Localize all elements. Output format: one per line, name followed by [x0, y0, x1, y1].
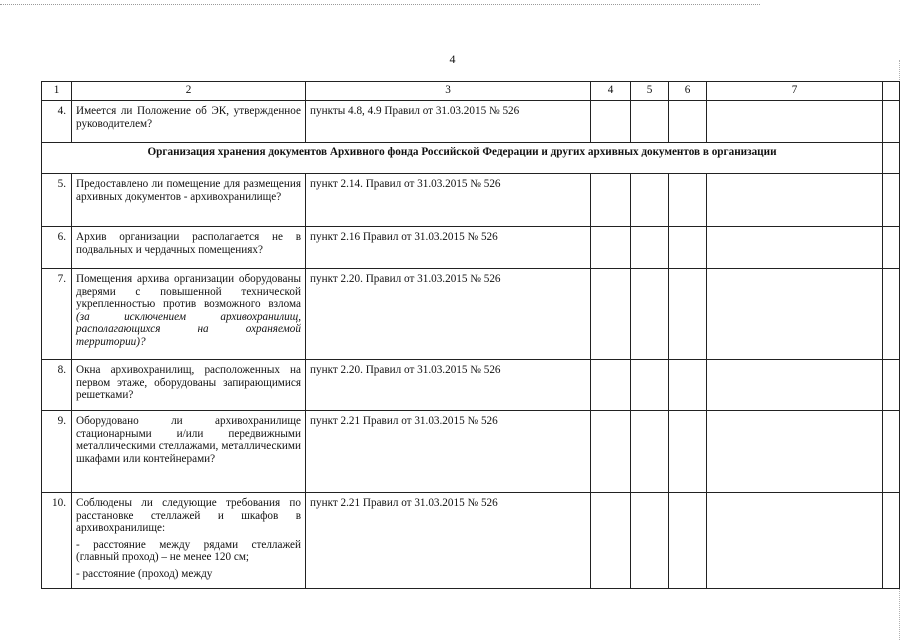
table-row [42, 269, 900, 360]
blank-cell [883, 143, 900, 174]
question-cell: Имеется ли Положение об ЭК, утвержденное руководителем? [72, 101, 306, 143]
question-cell: Окна архивохранилищ, расположенных на первом этаже, оборудованы запирающимися решетками? [72, 360, 306, 411]
table-row [42, 227, 900, 269]
reference-cell: пункт 2.20. Правил от 31.03.2015 № 526 [306, 360, 591, 411]
blank-cell [883, 411, 900, 493]
column-header: 1 [42, 82, 72, 101]
table-header-row [42, 82, 900, 101]
table-row [42, 411, 900, 493]
page-number: 4 [449, 52, 456, 66]
comment-cell [707, 227, 883, 269]
comment-cell [707, 101, 883, 143]
question-note: (за исключением архивохранилищ, располагающихся на охраняемой территории)? [76, 310, 301, 348]
answer-cell [669, 174, 707, 227]
section-title: Организация хранения документов Архивного фонда Российской Федерации и других архивных документов в организации [42, 143, 883, 174]
comment-cell [707, 360, 883, 411]
answer-cell [591, 493, 631, 589]
row-number: 4. [42, 101, 72, 143]
scan-dotted-top-border [0, 4, 760, 5]
reference-cell: пункт 2.14. Правил от 31.03.2015 № 526 [306, 174, 591, 227]
blank-cell [883, 101, 900, 143]
answer-cell [631, 269, 669, 360]
reference-cell: пункт 2.21 Правил от 31.03.2015 № 526 [306, 411, 591, 493]
answer-cell [591, 269, 631, 360]
column-header: 2 [72, 82, 306, 101]
row-number: 5. [42, 174, 72, 227]
answer-cell [669, 493, 707, 589]
column-header: 6 [669, 82, 707, 101]
answer-cell [669, 101, 707, 143]
question-cell: Архив организации располагается не в подвальных и чердачных помещениях? [72, 227, 306, 269]
requirement-item: - расстояние между рядами стеллажей (главный проход) – не менее 120 см; [76, 538, 301, 564]
answer-cell [669, 411, 707, 493]
answer-cell [669, 269, 707, 360]
answer-cell [631, 227, 669, 269]
answer-cell [591, 174, 631, 227]
row-number: 7. [42, 269, 72, 360]
column-header: 4 [591, 82, 631, 101]
blank-cell [883, 360, 900, 411]
reference-cell: пункт 2.16 Правил от 31.03.2015 № 526 [306, 227, 591, 269]
answer-cell [631, 101, 669, 143]
question-text: Соблюдены ли следующие требования по расстановке стеллажей и шкафов в архивохранилище: [76, 497, 301, 535]
blank-cell [883, 227, 900, 269]
blank-cell [883, 269, 900, 360]
row-number: 10. [42, 493, 72, 589]
row-number: 6. [42, 227, 72, 269]
answer-cell [591, 227, 631, 269]
reference-cell: пункт 2.20. Правил от 31.03.2015 № 526 [306, 269, 591, 360]
answer-cell [591, 411, 631, 493]
column-header: 5 [631, 82, 669, 101]
comment-cell [707, 174, 883, 227]
question-cell [72, 269, 306, 360]
column-header: 7 [707, 82, 883, 101]
column-header: 3 [306, 82, 591, 101]
blank-cell [883, 493, 900, 589]
comment-cell [707, 493, 883, 589]
table-row [42, 174, 900, 227]
table-row [42, 360, 900, 411]
answer-cell [631, 174, 669, 227]
question-cell [72, 493, 306, 589]
table-bottom-edge [41, 588, 899, 589]
comment-cell [707, 411, 883, 493]
requirement-item: - расстояние (проход) между [76, 567, 213, 580]
table-row [42, 493, 900, 589]
question-cell: Оборудовано ли архивохранилище стационарными и/или передвижными металлическими стеллажами, металлическими шкафами или контейнерами? [72, 411, 306, 493]
question-text: Помещения архива организации оборудованы дверями с повышенной технической укрепленностью против возможного взлома [76, 273, 301, 311]
answer-cell [669, 360, 707, 411]
blank-header-cell [883, 82, 900, 101]
answer-cell [591, 360, 631, 411]
reference-cell: пункт 2.21 Правил от 31.03.2015 № 526 [306, 493, 591, 589]
row-number: 9. [42, 411, 72, 493]
comment-cell [707, 269, 883, 360]
answer-cell [631, 493, 669, 589]
table-row [42, 101, 900, 143]
checklist-table [41, 81, 900, 589]
question-cell: Предоставлено ли помещение для размещения архивных документов - архивохранилище? [72, 174, 306, 227]
answer-cell [631, 360, 669, 411]
row-number: 8. [42, 360, 72, 411]
answer-cell [591, 101, 631, 143]
blank-cell [883, 174, 900, 227]
answer-cell [669, 227, 707, 269]
answer-cell [631, 411, 669, 493]
reference-cell: пункты 4.8, 4.9 Правил от 31.03.2015 № 526 [306, 101, 591, 143]
section-row [42, 143, 900, 174]
